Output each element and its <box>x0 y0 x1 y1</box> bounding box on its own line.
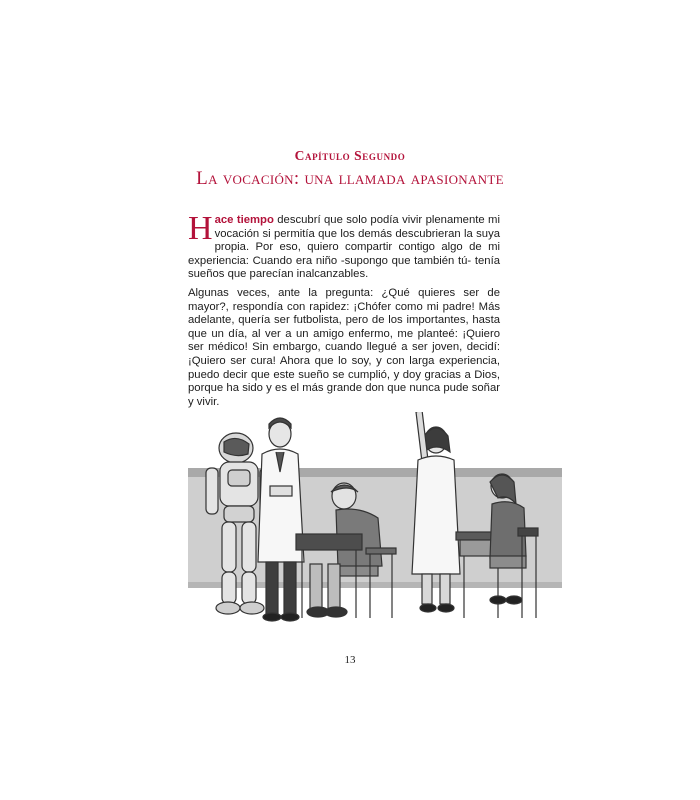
chapter-label: Capítulo Segundo <box>294 148 406 163</box>
paragraph-2-text: Algunas veces, ante la pregunta: ¿Qué quieres ser de mayor?, respondía con rapidez: ¡Chófer como mi padre! Más adelante, quería ser futbolista, pero de los importantes, hasta que un día, al ver a un amigo enfermo, me planteé: ¡Quiero ser médico! Sin embargo, cuando llegué a ser joven, decidí: ¡Quiero ser cura! Ahora que lo soy, y con larga experiencia, puedo decir que este sueño se cumplió, y doy gracias a Dios, porque ha sido y es el más grande don que nunca pude soñar y vivir. <box>188 287 500 408</box>
chapter-title: La vocación: una llamada apasionante <box>196 168 504 189</box>
page-number: 13 <box>344 654 356 666</box>
lead-in-text: ace tiempo <box>214 214 274 226</box>
doctor-figure <box>258 418 304 621</box>
vocations-illustration <box>188 412 562 640</box>
drop-cap: H <box>188 210 213 247</box>
paragraph-1-text: descubrí que solo podía vivir plenamente mi vocación si permitía que los demás descubrieran la suya propia. Por eso, quiero compartir contigo algo de mi experiencia: Cuando era niño -supongo que también tú- tenía sueños que parecían inalcanzables. <box>188 214 500 281</box>
paragraph-2 <box>188 287 500 409</box>
paragraph-1 <box>188 210 500 282</box>
